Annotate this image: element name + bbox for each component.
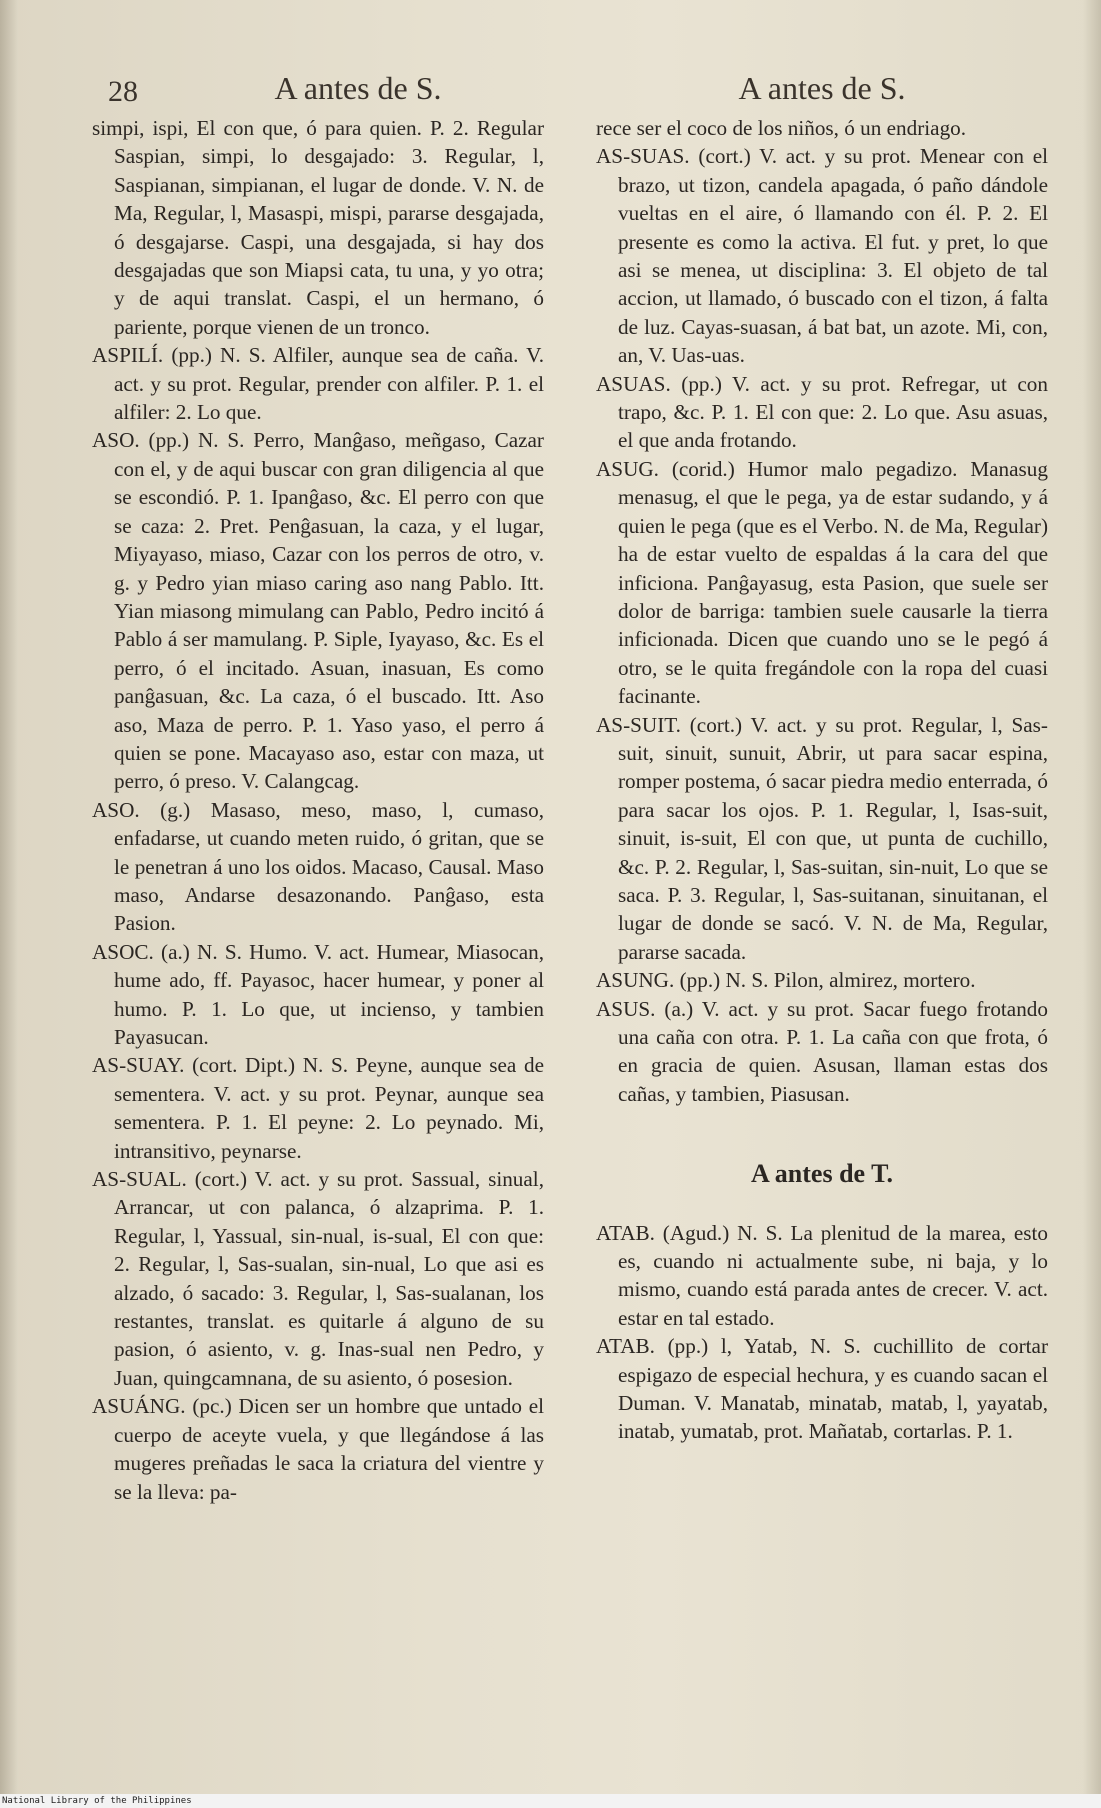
entry-asug: ASUG. (corid.) Humor malo pegadizo. Manasug menasug, el que le pega, ya de estar sudando, y á quien le pega (que es el Verbo. N. de Ma, Regular) ha de estar vuelto de espaldas á la cara del que inficiona. Panĝayasug, esta Pasion, que suele ser dolor de barriga: tambien suele causarle la tierra inficionada. Dicen que cuando uno se le pegó á otro, se le quita fregándole con la ropa del cuasi facinante. xyxy=(596,456,1048,709)
right-column xyxy=(596,70,1048,1446)
entry-as-suit: AS-SUIT. (cort.) V. act. y su prot. Regular, l, Sas-suit, sinuit, sunuit, Abrir, ut para sacar espina, romper postema, ó sacar piedra medio enterrada, ó para sacar los ojos. P. 1. Regular, l, Isas-suit, sinuit, is-suit, El con que, ut punta de cuchillo, &c. P. 2. Regular, l, Sas-suitan, sin-nuit, Lo que se saca. P. 3. Regular, l, Sas-suitanan, sinuitanan, el lugar de donde se sacó. V. N. de Ma, Regular, pararse sacada. xyxy=(596,712,1048,964)
entry-as-suas: AS-SUAS. (cort.) V. act. y su prot. Menear con el brazo, ut tizon, candela apagada, ó paño dándole vueltas en el aire, ó llamando con él. P. 2. El presente es como la activa. El fut. y pret, lo que asi se menea, ut disciplina: 3. El objeto de tal accion, ut llamado, ó buscado con el tizon, á falta de luz. Cayas-suasan, á bat bat, un azote. Mi, con, an, V. Uas-uas. xyxy=(596,144,1048,368)
entry-asung: ASUNG. (pp.) N. S. Pilon, almirez, mortero. xyxy=(596,968,976,993)
entry-asus: ASUS. (a.) V. act. y su prot. Sacar fuego frotando una caña con otra. P. 1. La caña con que frota, ó en gracia de quien. Asusan, llaman estas dos cañas, y tambien, Piasusan. xyxy=(596,996,1048,1106)
entry-atab-pp: ATAB. (pp.) l, Yatab, N. S. cuchillito de cortar espigazo de especial hechura, y es cuando sacan el Duman. V. Manatab, minatab, matab, l, yayatab, inatab, yumatab, prot. Mañatab, cortarlas. P. 1. xyxy=(596,1334,1048,1444)
entry-as-suay: AS-SUAY. (cort. Dipt.) N. S. Peyne, aunque sea de sementera. V. act. y su prot. Peynar, aunque sea sementera. P. 1. El peyne: 2. Lo peynado. Mi, intransitivo, peynarse. xyxy=(92,1053,544,1163)
entry-asuang-continued: rece ser el coco de los niños, ó un endriago. xyxy=(596,116,967,140)
entry-asuas: ASUAS. (pp.) V. act. y su prot. Refregar, ut con trapo, &c. P. 1. El con que: 2. Lo que. Asu asuas, el que anda frotando. xyxy=(596,371,1048,453)
page-gutter-shadow xyxy=(0,0,18,1794)
section-title: A antes de T. xyxy=(750,1159,894,1189)
library-footer: National Library of the Philippines xyxy=(0,1794,1101,1808)
entry-atab-agud: ATAB. (Agud.) N. S. La plenitud de la marea, esto es, cuando ni actualmente sube, ni baja, y lo mismo, cuando está parada antes de crecer. V. act. estar en tal estado. xyxy=(596,1220,1048,1330)
right-header xyxy=(596,70,1048,114)
entry-aso-pp: ASO. (pp.) N. S. Perro, Manĝaso, meñgaso, Cazar con el, y de aqui buscar con gran diligencia al que se escondió. P. 1. Ipanĝaso, &c. El perro con que se caza: 2. Pret. Penĝasuan, la caza, y el lugar, Miyayaso, miaso, Cazar con los perros de otro, v. g. y Pedro yian miaso caring aso nang Pablo. Itt. Yian miasong mimulang can Pablo, Pedro incitó á Pablo á ser mamulang. P. Siple, Iyayaso, &c. Es el perro, ó el incitado. Asuan, inasuan, Es como panĝasuan, &c. La caza, ó el buscado. Itt. Aso aso, Maza de perro. P. 1. Yaso yaso, el perro á quien se pone. Macayaso aso, estar con maza, ut perro, ó preso. V. Calangcag. xyxy=(92,428,544,794)
entry-aspili: ASPILÍ. (pp.) N. S. Alfiler, aunque sea de caña. V. act. y su prot. Regular, prender con alfiler. P. 1. el alfiler: 2. Lo que. xyxy=(92,343,544,425)
right-running-head: A antes de S. xyxy=(738,70,906,106)
entry-as-sual: AS-SUAL. (cort.) V. act. y su prot. Sassual, sinual, Arrancar, ut con palanca, ó alzaprima. P. 1. Regular, l, Yassual, sin-nual, is-sual, El con que: 2. Regular, l, Sas-sualan, sin-nual, Lo que asi es alzado, ó sacado: 3. Regular, l, Sas-sualanan, los restantes, translat. es quitarle á alguno de su pasion, ó asiento, v. g. Inas-sual nen Pedro, y Juan, quingcamnana, de su asiento, ó posesion. xyxy=(92,1167,544,1390)
entry-aso-g: ASO. (g.) Masaso, meso, maso, l, cumaso, enfadarse, ut cuando meten ruido, ó gritan, que se le penetran á uno los oidos. Macaso, Causal. Maso maso, Andarse desazonando. Panĝaso, esta Pasion. xyxy=(92,797,544,936)
left-header xyxy=(92,70,544,114)
left-running-head: A antes de S. xyxy=(274,70,442,106)
entry-simpi-continued: simpi, ispi, El con que, ó para quien. P. 2. Regular Saspian, simpi, lo desgajado: 3. Regular, l, Saspianan, simpianan, el lugar de donde. V. N. de Ma, Regular, l, Masaspi, mispi, pararse desgajada, ó desgajarse. Caspi, una desgajada, si hay dos desgajadas que son Miapsi cata, tu una, y yo otra; y de aqui translat. Caspi, el un hermano, ó pariente, porque vienen de un tronco. xyxy=(92,116,544,339)
left-column xyxy=(92,70,544,1506)
entry-asuang: ASUÁNG. (pc.) Dicen ser un hombre que untado el cuerpo de aceyte vuela, y que llegándose á las mugeres preñadas le saca la criatura del vientre y se la lleva: pa- xyxy=(92,1394,544,1504)
page-edge-shadow xyxy=(1083,0,1101,1794)
page-number: 28 xyxy=(108,75,138,108)
entry-asoc: ASOC. (a.) N. S. Humo. V. act. Humear, Miasocan, hume ado, ff. Payasoc, hacer humear, y poner al humo. P. 1. Lo que, ut incienso, y tambien Payasucan. xyxy=(92,939,544,1049)
